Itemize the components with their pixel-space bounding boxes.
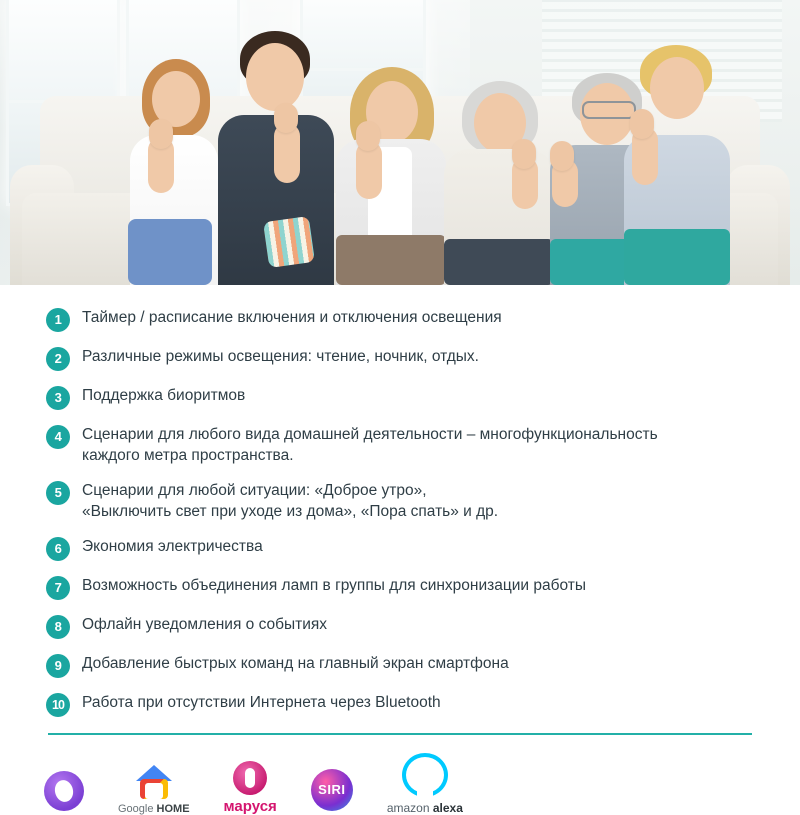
feature-text-line: Сценарии для любой ситуации: «Доброе утро», [82,482,427,499]
list-item [0,385,800,410]
feature-text [82,307,502,328]
feature-text [82,536,263,557]
list-item [0,575,800,600]
logo-alexa-caption [387,801,463,815]
feature-number-badge: 10 [46,693,70,717]
feature-text-line: Добавление быстрых команд на главный экран смартфона [82,655,509,672]
feature-number-badge: 3 [46,386,70,410]
feature-text [82,385,245,406]
logo-google-home [118,753,190,815]
google-home-icon [136,765,172,799]
feature-number-badge: 4 [46,425,70,449]
google-text: Google [118,803,157,815]
marusya-assistant-icon [233,761,267,795]
logo-marusya-caption: маруся [223,798,277,815]
home-text: HOME [156,803,190,815]
list-item [0,614,800,639]
feature-number-badge: 8 [46,615,70,639]
list-item [0,653,800,678]
logo-google-home-caption [118,803,190,815]
amazon-alexa-icon [402,753,448,797]
feature-text-line: Таймер / расписание включения и отключения освещения [82,309,502,326]
feature-text-line: Экономия электричества [82,538,263,555]
amazon-text: amazon [386,801,433,815]
logo-alice [44,753,84,815]
feature-number-badge: 2 [46,347,70,371]
feature-text [82,692,441,713]
features-section [0,285,800,717]
person-grandmother [440,53,558,285]
person-father [212,27,340,285]
hero-photo [0,0,800,285]
list-item [0,307,800,332]
feature-text [82,614,327,635]
feature-number-badge: 9 [46,654,70,678]
feature-text-line: Офлайн уведомления о событиях [82,616,328,633]
feature-text [82,480,498,522]
feature-text [82,424,658,466]
feature-text-line: Сценарии для любого вида домашней деятельности – многофункциональность [82,426,658,443]
feature-text-line: Различные режимы освещения: чтение, ночник, отдых. [82,348,479,365]
logo-siri [311,753,353,815]
feature-text-line: «Выключить свет при уходе из дома», «Пора спать» и др. [82,503,499,520]
assistants-logo-row [0,735,800,815]
person-boy [610,31,736,285]
alexa-text: alexa [432,801,463,815]
list-item [0,536,800,561]
feature-text [82,653,509,674]
feature-text [82,346,479,367]
list-item [0,692,800,717]
feature-number-badge: 6 [46,537,70,561]
features-list [0,307,800,717]
list-item [0,480,800,522]
feature-text [82,575,586,596]
feature-number-badge: 7 [46,576,70,600]
feature-number-badge: 5 [46,481,70,505]
list-item [0,424,800,466]
feature-text-line: Возможность объединения ламп в группы для синхронизации работы [82,577,586,594]
list-item [0,346,800,371]
alice-assistant-icon [44,771,84,811]
feature-number-badge: 1 [46,308,70,332]
feature-text-line: Работа при отсутствии Интернета через Bluetooth [82,694,441,711]
siri-icon: SIRI [311,769,353,811]
feature-text-line: Поддержка биоритмов [82,387,246,404]
logo-alexa [387,753,463,815]
feature-text-line: каждого метра пространства. [82,447,294,464]
logo-marusya [224,753,277,815]
person-mother [330,45,452,285]
